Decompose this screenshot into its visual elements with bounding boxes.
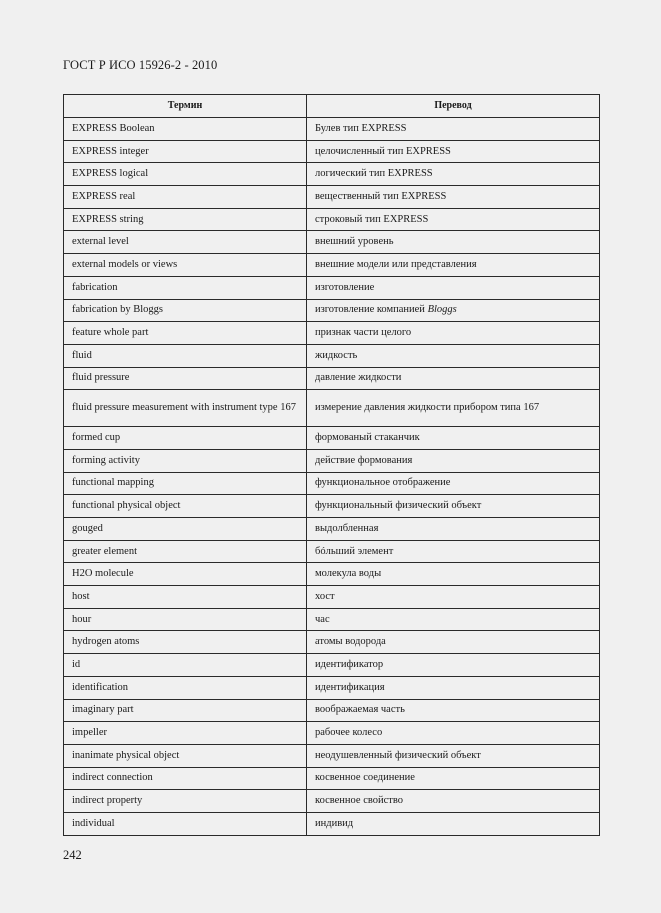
document-header: ГОСТ Р ИСО 15926-2 - 2010	[63, 58, 218, 72]
translation-cell: внешний уровень	[307, 231, 600, 254]
table-row	[64, 790, 600, 813]
term-cell: identification	[64, 676, 307, 699]
table-row	[64, 676, 600, 699]
translation-cell: атомы водорода	[307, 631, 600, 654]
term-cell: formed cup	[64, 427, 307, 450]
term-cell: id	[64, 654, 307, 677]
translation-cell: воображаемая часть	[307, 699, 600, 722]
table-row	[64, 812, 600, 835]
translation-cell: индивид	[307, 812, 600, 835]
term-cell: fluid pressure	[64, 367, 307, 390]
term-cell: hour	[64, 608, 307, 631]
term-cell: fabrication by Bloggs	[64, 299, 307, 322]
translation-cell: признак части целого	[307, 322, 600, 345]
table-row	[64, 276, 600, 299]
column-header-term: Термин	[64, 95, 307, 118]
page-number: 242	[63, 848, 82, 862]
table-row	[64, 322, 600, 345]
term-cell: EXPRESS integer	[64, 140, 307, 163]
term-cell: host	[64, 586, 307, 609]
table-row	[64, 699, 600, 722]
term-cell: functional mapping	[64, 472, 307, 495]
translation-cell: давление жидкости	[307, 367, 600, 390]
table-row	[64, 563, 600, 586]
translation-cell: косвенное соединение	[307, 767, 600, 790]
table-row	[64, 654, 600, 677]
translation-cell: косвенное свойство	[307, 790, 600, 813]
table-row	[64, 208, 600, 231]
table-row	[64, 540, 600, 563]
table-row	[64, 608, 600, 631]
table-row	[64, 254, 600, 277]
term-cell: hydrogen atoms	[64, 631, 307, 654]
translation-cell: логический тип EXPRESS	[307, 163, 600, 186]
translation-cell: молекула воды	[307, 563, 600, 586]
translation-cell: Булев тип EXPRESS	[307, 118, 600, 141]
translation-cell: идентификатор	[307, 654, 600, 677]
table-row	[64, 299, 600, 322]
translation-cell: час	[307, 608, 600, 631]
translation-cell: формованый стаканчик	[307, 427, 600, 450]
term-cell: EXPRESS logical	[64, 163, 307, 186]
terms-table	[63, 94, 600, 836]
translation-emphasis: Bloggs	[427, 304, 457, 316]
table-row	[64, 518, 600, 541]
table-row	[64, 118, 600, 141]
table-row	[64, 367, 600, 390]
translation-cell: хост	[307, 586, 600, 609]
table-body	[64, 118, 600, 836]
table-row	[64, 472, 600, 495]
translation-cell: жидкость	[307, 344, 600, 367]
translation-cell: функциональное отображение	[307, 472, 600, 495]
table-row	[64, 427, 600, 450]
translation-cell: действие формования	[307, 449, 600, 472]
translation-cell: идентификация	[307, 676, 600, 699]
table-row	[64, 631, 600, 654]
translation-cell: функциональный физический объект	[307, 495, 600, 518]
table-row	[64, 163, 600, 186]
translation-cell: выдолбленная	[307, 518, 600, 541]
translation-cell: строковый тип EXPRESS	[307, 208, 600, 231]
table-header-row	[64, 95, 600, 118]
term-cell: external models or views	[64, 254, 307, 277]
term-cell: imaginary part	[64, 699, 307, 722]
translation-cell: неодушевленный физический объект	[307, 744, 600, 767]
term-cell: inanimate physical object	[64, 744, 307, 767]
term-cell: feature whole part	[64, 322, 307, 345]
term-cell: greater element	[64, 540, 307, 563]
term-cell: fluid	[64, 344, 307, 367]
term-cell: external level	[64, 231, 307, 254]
translation-cell: изготовление	[307, 276, 600, 299]
table-row	[64, 344, 600, 367]
table-row	[64, 390, 600, 427]
translation-text: изготовление компанией	[315, 304, 425, 316]
term-cell: fabrication	[64, 276, 307, 299]
term-cell: EXPRESS real	[64, 186, 307, 209]
table-row	[64, 231, 600, 254]
translation-cell	[307, 299, 600, 322]
table-row	[64, 140, 600, 163]
term-cell: individual	[64, 812, 307, 835]
column-header-translation: Перевод	[307, 95, 600, 118]
term-cell: impeller	[64, 722, 307, 745]
term-cell: EXPRESS Boolean	[64, 118, 307, 141]
table-row	[64, 586, 600, 609]
term-cell: EXPRESS string	[64, 208, 307, 231]
term-cell: indirect property	[64, 790, 307, 813]
term-cell: indirect connection	[64, 767, 307, 790]
table-row	[64, 495, 600, 518]
translation-cell: измерение давления жидкости прибором типа 167	[307, 390, 600, 427]
translation-cell: внешние модели или представления	[307, 254, 600, 277]
translation-cell: бóльший элемент	[307, 540, 600, 563]
translation-cell: вещественный тип EXPRESS	[307, 186, 600, 209]
table-row	[64, 744, 600, 767]
table-row	[64, 722, 600, 745]
translation-cell: рабочее колесо	[307, 722, 600, 745]
term-cell: forming activity	[64, 449, 307, 472]
term-cell: fluid pressure measurement with instrument type 167	[64, 390, 307, 427]
term-cell: functional physical object	[64, 495, 307, 518]
term-cell: H2O molecule	[64, 563, 307, 586]
table-row	[64, 449, 600, 472]
translation-cell: целочисленный тип EXPRESS	[307, 140, 600, 163]
table-row	[64, 767, 600, 790]
term-cell: gouged	[64, 518, 307, 541]
table-row	[64, 186, 600, 209]
